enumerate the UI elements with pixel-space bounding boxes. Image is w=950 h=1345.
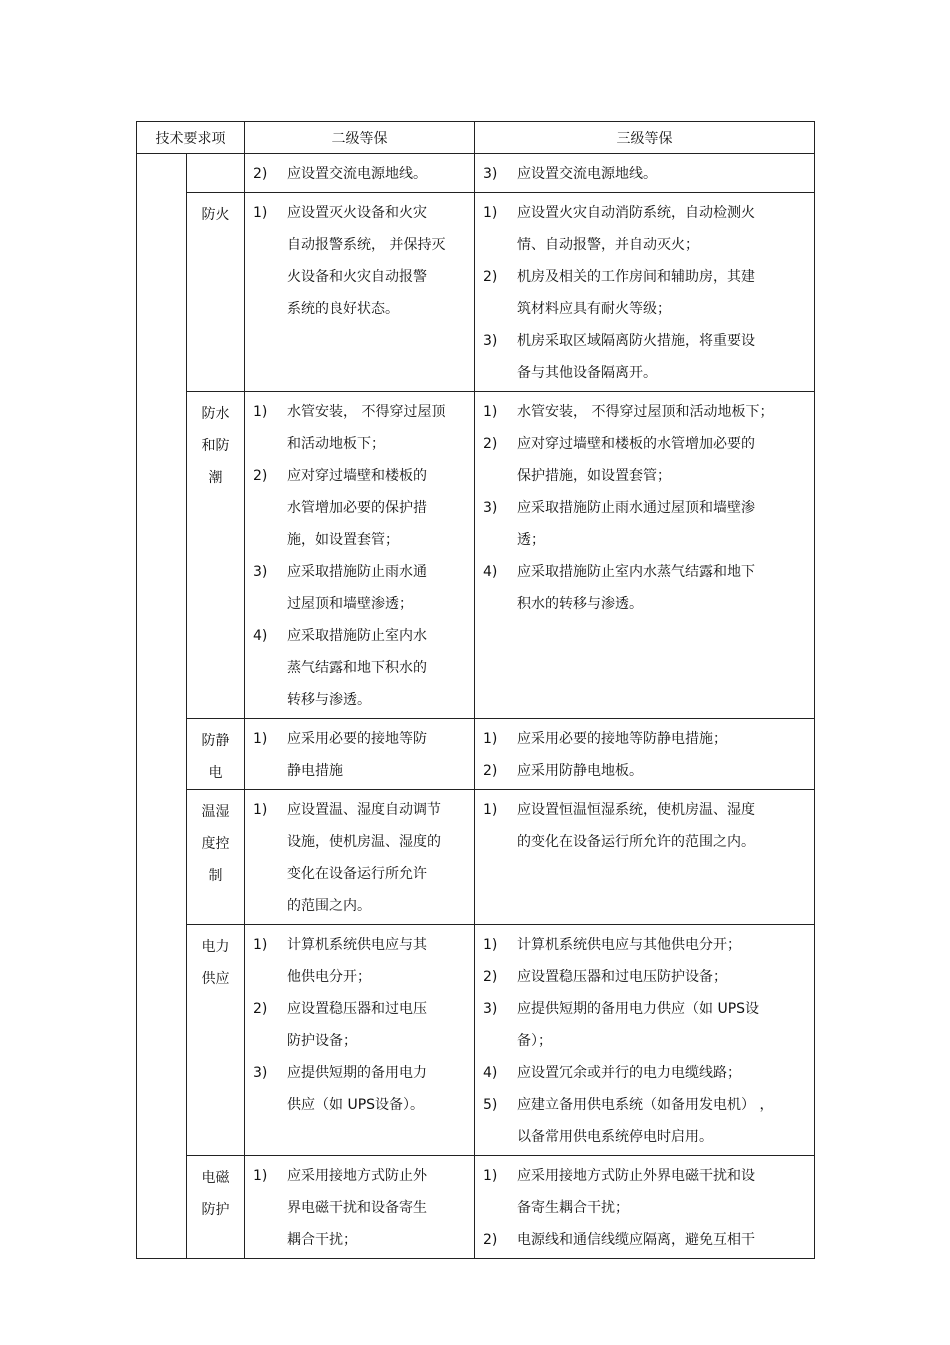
category-label: 电磁 防护: [201, 1170, 230, 1218]
category-cell: [187, 790, 245, 925]
list-item: [481, 794, 810, 858]
item-text: 应采用接地方式防止外界电磁干扰和设 备寄生耦合干扰；: [517, 1168, 755, 1216]
item-number: 1): [253, 937, 268, 953]
level2-cell: [245, 154, 475, 193]
list-item: [481, 1089, 810, 1153]
item-number: 1): [253, 802, 268, 818]
item-number: 1): [253, 1168, 268, 1184]
item-number: 2): [483, 969, 498, 985]
header-item: 技术要求项: [137, 122, 245, 154]
list-item: [251, 794, 470, 922]
level2-list: [245, 719, 474, 789]
item-text: 计算机系统供电应与其他供电分开；: [517, 937, 741, 953]
category-cell: [187, 925, 245, 1156]
item-text: 应设置交流电源地线。: [287, 166, 427, 182]
level3-list: [475, 154, 814, 192]
item-text: 应设置稳压器和过电压 防护设备；: [287, 1001, 427, 1049]
list-item: [481, 993, 810, 1057]
item-text: 水管安装， 不得穿过屋顶 和活动地板下；: [287, 404, 446, 452]
level2-list: [245, 392, 474, 718]
level3-list: [475, 193, 814, 391]
item-number: 1): [483, 731, 498, 747]
item-text: 应提供短期的备用电力供应（如 UPS设 备）；: [517, 1001, 760, 1049]
item-text: 应采用必要的接地等防 静电措施: [287, 731, 427, 779]
level3-cell: [475, 154, 815, 193]
item-text: 机房及相关的工作房间和辅助房，其建 筑材料应具有耐火等级；: [517, 269, 755, 317]
category-cell: [187, 1156, 245, 1259]
level2-cell: [245, 1156, 475, 1259]
level3-cell: [475, 392, 815, 719]
list-item: [481, 197, 810, 261]
list-item: [251, 158, 470, 190]
list-item: [251, 197, 470, 325]
item-number: 2): [253, 468, 268, 484]
list-item: [481, 1224, 810, 1256]
level2-cell: [245, 719, 475, 790]
list-item: [251, 993, 470, 1057]
section-label-cell: [137, 154, 187, 1259]
level3-list: [475, 392, 814, 622]
level2-list: [245, 1156, 474, 1258]
item-number: 2): [483, 436, 498, 452]
list-item: [481, 492, 810, 556]
item-text: 应采用防静电地板。: [517, 763, 643, 779]
item-number: 2): [483, 763, 498, 779]
item-number: 1): [253, 731, 268, 747]
item-number: 1): [483, 937, 498, 953]
category-cell: [187, 193, 245, 392]
item-number: 2): [253, 166, 268, 182]
item-number: 3): [483, 333, 498, 349]
level2-list: [245, 154, 474, 192]
item-text: 应采取措施防止雨水通 过屋顶和墙壁渗透；: [287, 564, 427, 612]
item-number: 1): [253, 205, 268, 221]
list-item: [481, 723, 810, 755]
header-level2: 二级等保: [245, 122, 475, 154]
item-text: 应采取措施防止室内水蒸气结露和地下 积水的转移与渗透。: [517, 564, 755, 612]
level3-list: [475, 925, 814, 1155]
category-cell: [187, 154, 245, 193]
list-item: [251, 396, 470, 460]
item-text: 应对穿过墙壁和楼板的 水管增加必要的保护措 施，如设置套管；: [287, 468, 427, 548]
item-number: 2): [483, 269, 498, 285]
item-text: 应设置恒温恒湿系统，使机房温、湿度 的变化在设备运行所允许的范围之内。: [517, 802, 755, 850]
table-row: [137, 790, 815, 925]
list-item: [481, 1160, 810, 1224]
table-row: [137, 193, 815, 392]
item-text: 应设置稳压器和过电压防护设备；: [517, 969, 727, 985]
item-text: 应建立备用供电系统（如备用发电机） ， 以备常用供电系统停电时启用。: [517, 1097, 774, 1145]
level2-cell: [245, 193, 475, 392]
item-text: 应采取措施防止雨水通过屋顶和墙壁渗 透；: [517, 500, 755, 548]
list-item: [251, 723, 470, 787]
level3-list: [475, 790, 814, 860]
item-number: 1): [483, 205, 498, 221]
list-item: [481, 755, 810, 787]
item-number: 4): [483, 1065, 498, 1081]
item-text: 应设置火灾自动消防系统，自动检测火 情、自动报警，并自动灭火；: [517, 205, 755, 253]
item-text: 水管安装， 不得穿过屋顶和活动地板下；: [517, 404, 774, 420]
requirements-table: [136, 121, 815, 1259]
category-cell: [187, 392, 245, 719]
list-item: [251, 460, 470, 556]
list-item: [481, 929, 810, 961]
item-number: 1): [483, 404, 498, 420]
item-text: 机房采取区域隔离防火措施，将重要设 备与其他设备隔离开。: [517, 333, 755, 381]
item-number: 1): [483, 802, 498, 818]
item-text: 应采用接地方式防止外 界电磁干扰和设备寄生 耦合干扰；: [287, 1168, 427, 1248]
table-row: [137, 154, 815, 193]
list-item: [251, 556, 470, 620]
header-level3: 三级等保: [475, 122, 815, 154]
table-row: [137, 925, 815, 1156]
item-text: 应采取措施防止室内水 蒸气结露和地下积水的 转移与渗透。: [287, 628, 427, 708]
level2-list: [245, 925, 474, 1123]
item-number: 1): [253, 404, 268, 420]
level2-cell: [245, 790, 475, 925]
item-number: 3): [253, 1065, 268, 1081]
item-text: 应设置灭火设备和火灾 自动报警系统， 并保持灭 火设备和火灾自动报警 系统的良好状态。: [287, 205, 446, 317]
table-row: [137, 719, 815, 790]
item-number: 5): [483, 1097, 498, 1113]
list-item: [251, 929, 470, 993]
item-text: 应对穿过墙壁和楼板的水管增加必要的 保护措施，如设置套管；: [517, 436, 755, 484]
level3-cell: [475, 193, 815, 392]
level3-cell: [475, 719, 815, 790]
level3-list: [475, 719, 814, 789]
level3-list: [475, 1156, 814, 1258]
list-item: [481, 261, 810, 325]
list-item: [251, 1160, 470, 1256]
level2-cell: [245, 925, 475, 1156]
level3-cell: [475, 1156, 815, 1259]
list-item: [481, 428, 810, 492]
item-number: 2): [483, 1232, 498, 1248]
level2-cell: [245, 392, 475, 719]
item-number: 3): [253, 564, 268, 580]
list-item: [481, 396, 810, 428]
category-label: 防火: [201, 207, 230, 223]
item-text: 电源线和通信线缆应隔离，避免互相干: [517, 1232, 755, 1248]
category-label: 温湿 度控 制: [201, 804, 230, 884]
list-item: [481, 325, 810, 389]
item-text: 应设置温、湿度自动调节 设施，使机房温、湿度的 变化在设备运行所允许 的范围之内。: [287, 802, 441, 914]
level2-list: [245, 193, 474, 327]
item-text: 应提供短期的备用电力 供应（如 UPS设备）。: [287, 1065, 427, 1113]
table-row: [137, 1156, 815, 1259]
list-item: [481, 556, 810, 620]
item-text: 应设置交流电源地线。: [517, 166, 657, 182]
list-item: [481, 158, 810, 190]
list-item: [481, 1057, 810, 1089]
table-row: [137, 392, 815, 719]
item-number: 3): [483, 166, 498, 182]
category-label: 防水 和防 潮: [201, 406, 230, 486]
list-item: [251, 620, 470, 716]
category-label: 电力 供应: [201, 939, 230, 987]
list-item: [481, 961, 810, 993]
level3-cell: [475, 790, 815, 925]
item-number: 1): [483, 1168, 498, 1184]
item-number: 2): [253, 1001, 268, 1017]
item-text: 应采用必要的接地等防静电措施；: [517, 731, 727, 747]
item-number: 4): [483, 564, 498, 580]
header-row: [137, 122, 815, 154]
item-number: 3): [483, 500, 498, 516]
category-label: 防静 电: [201, 733, 230, 781]
list-item: [251, 1057, 470, 1121]
category-cell: [187, 719, 245, 790]
item-number: 3): [483, 1001, 498, 1017]
level2-list: [245, 790, 474, 924]
item-text: 应设置冗余或并行的电力电缆线路；: [517, 1065, 741, 1081]
item-number: 4): [253, 628, 268, 644]
item-text: 计算机系统供电应与其 他供电分开；: [287, 937, 427, 985]
level3-cell: [475, 925, 815, 1156]
